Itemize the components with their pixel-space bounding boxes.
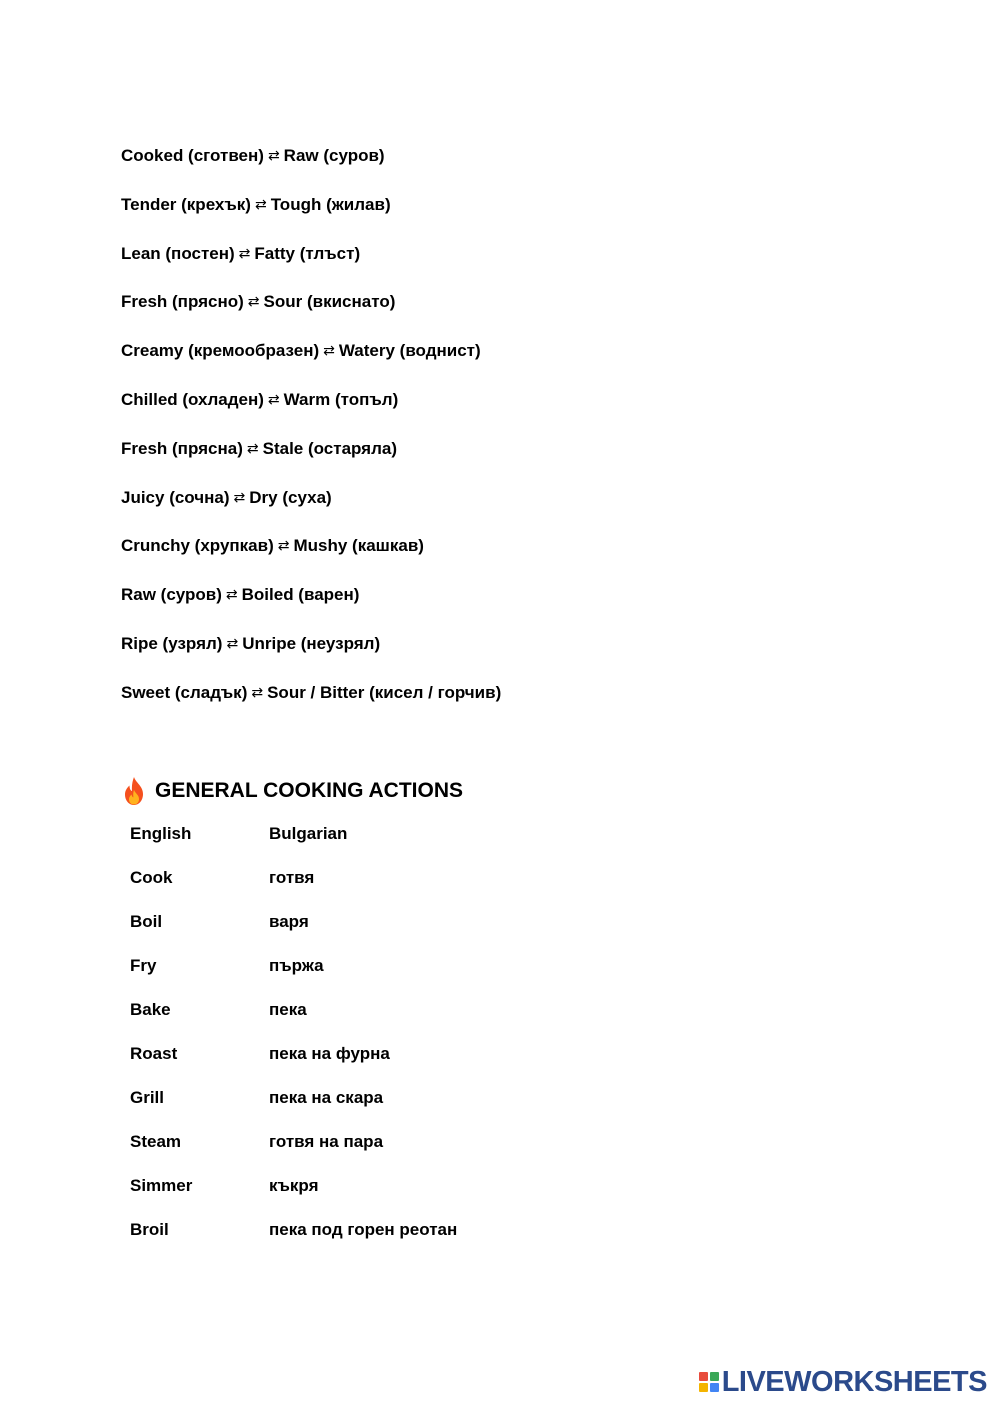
cell-english: Cook xyxy=(130,868,173,887)
swap-arrow-icon: ⇄ xyxy=(251,684,264,701)
opposite-pair xyxy=(121,386,501,435)
logo-text: LIVEWORKSHEETS xyxy=(721,1366,987,1398)
pair-right: Unripe (неузрял) xyxy=(242,633,381,653)
swap-arrow-icon: ⇄ xyxy=(225,587,238,604)
opposite-pair xyxy=(121,288,501,337)
opposite-pair xyxy=(121,435,501,484)
cell-english: Broil xyxy=(130,1220,169,1239)
cell-bulgarian: пека на фурна xyxy=(269,1044,390,1063)
pair-right: Stale (остаряла) xyxy=(262,438,398,458)
swap-arrow-icon: ⇄ xyxy=(233,489,246,506)
table-row xyxy=(130,1172,457,1216)
pair-right: Boiled (варен) xyxy=(241,585,360,605)
table-row xyxy=(130,864,457,908)
table-row xyxy=(130,1128,457,1172)
pair-right: Sour (вкиснато) xyxy=(263,292,396,312)
column-header-english: English xyxy=(130,824,192,843)
pair-right: Mushy (кашкав) xyxy=(293,536,424,556)
table-header-row xyxy=(130,820,457,864)
section-heading xyxy=(121,776,463,806)
opposite-pair xyxy=(121,240,501,289)
swap-arrow-icon: ⇄ xyxy=(254,196,267,213)
pair-left: Chilled (охладен) xyxy=(121,389,264,409)
cell-bulgarian: варя xyxy=(269,912,309,931)
cell-english: Fry xyxy=(130,956,157,975)
opposite-pair xyxy=(121,337,501,386)
pair-right: Fatty (тлъст) xyxy=(254,243,361,263)
pair-left: Tender (крехък) xyxy=(121,194,251,214)
swap-arrow-icon: ⇄ xyxy=(277,538,290,555)
logo-block xyxy=(699,1372,708,1381)
pair-left: Lean (постен) xyxy=(121,243,235,263)
opposite-pair xyxy=(121,484,501,533)
table-row xyxy=(130,908,457,952)
cooking-actions-table xyxy=(130,820,457,1260)
table-row xyxy=(130,952,457,996)
pair-right: Raw (суров) xyxy=(283,146,385,165)
pair-right: Sour / Bitter (кисел / горчив) xyxy=(267,682,502,702)
cell-english: Steam xyxy=(130,1132,182,1151)
pair-left: Ripe (узрял) xyxy=(121,633,223,653)
opposite-pair xyxy=(121,191,501,240)
cell-english: Simmer xyxy=(130,1176,193,1195)
section-title: GENERAL COOKING ACTIONS xyxy=(155,779,464,802)
liveworksheets-logo[interactable] xyxy=(699,1366,987,1398)
cell-bulgarian: пека под горен реотан xyxy=(269,1220,458,1239)
swap-arrow-icon: ⇄ xyxy=(246,440,259,457)
opposite-pair xyxy=(121,630,501,679)
pair-left: Fresh (прясно) xyxy=(121,292,244,312)
cell-bulgarian: къкря xyxy=(269,1176,319,1195)
pair-left: Creamy (кремообразен) xyxy=(121,341,320,361)
swap-arrow-icon: ⇄ xyxy=(238,245,251,262)
opposites-list xyxy=(121,142,501,728)
cell-bulgarian: пържа xyxy=(269,956,324,975)
column-header-bulgarian: Bulgarian xyxy=(269,824,348,843)
table-row xyxy=(130,996,457,1040)
logo-block xyxy=(710,1372,719,1381)
cell-english: Bake xyxy=(130,1000,171,1019)
cell-english: Roast xyxy=(130,1044,178,1063)
opposite-pair xyxy=(121,532,501,581)
pair-right: Watery (воднист) xyxy=(338,341,481,361)
cell-bulgarian: пека xyxy=(269,1000,307,1019)
cell-english: Grill xyxy=(130,1088,165,1107)
swap-arrow-icon: ⇄ xyxy=(247,294,260,311)
table-row xyxy=(130,1084,457,1128)
table-row xyxy=(130,1216,457,1260)
cell-bulgarian: пека на скара xyxy=(269,1088,384,1107)
opposite-pair xyxy=(121,142,501,191)
opposite-pair xyxy=(121,581,501,630)
logo-blocks-icon xyxy=(699,1372,719,1392)
pair-right: Warm (топъл) xyxy=(283,389,399,409)
logo-block xyxy=(699,1383,708,1392)
swap-arrow-icon: ⇄ xyxy=(267,148,280,164)
cell-english: Boil xyxy=(130,912,163,931)
logo-block xyxy=(710,1383,719,1392)
swap-arrow-icon: ⇄ xyxy=(267,391,280,408)
swap-arrow-icon: ⇄ xyxy=(323,343,335,360)
pair-left: Crunchy (хрупкав) xyxy=(121,536,274,556)
pair-left: Sweet (сладък) xyxy=(121,682,248,702)
swap-arrow-icon: ⇄ xyxy=(226,635,239,652)
table-row xyxy=(130,1040,457,1084)
pair-left: Fresh (прясна) xyxy=(121,438,243,458)
opposite-pair xyxy=(121,679,501,728)
cell-bulgarian: готвя xyxy=(269,868,315,887)
fire-icon xyxy=(121,776,147,806)
pair-left: Juicy (сочна) xyxy=(121,487,230,507)
cell-bulgarian: готвя на пара xyxy=(269,1132,384,1151)
pair-left: Raw (суров) xyxy=(121,585,222,605)
pair-left: Cooked (сготвен) xyxy=(121,146,264,165)
pair-right: Dry (суха) xyxy=(249,487,332,507)
pair-right: Tough (жилав) xyxy=(270,194,391,214)
